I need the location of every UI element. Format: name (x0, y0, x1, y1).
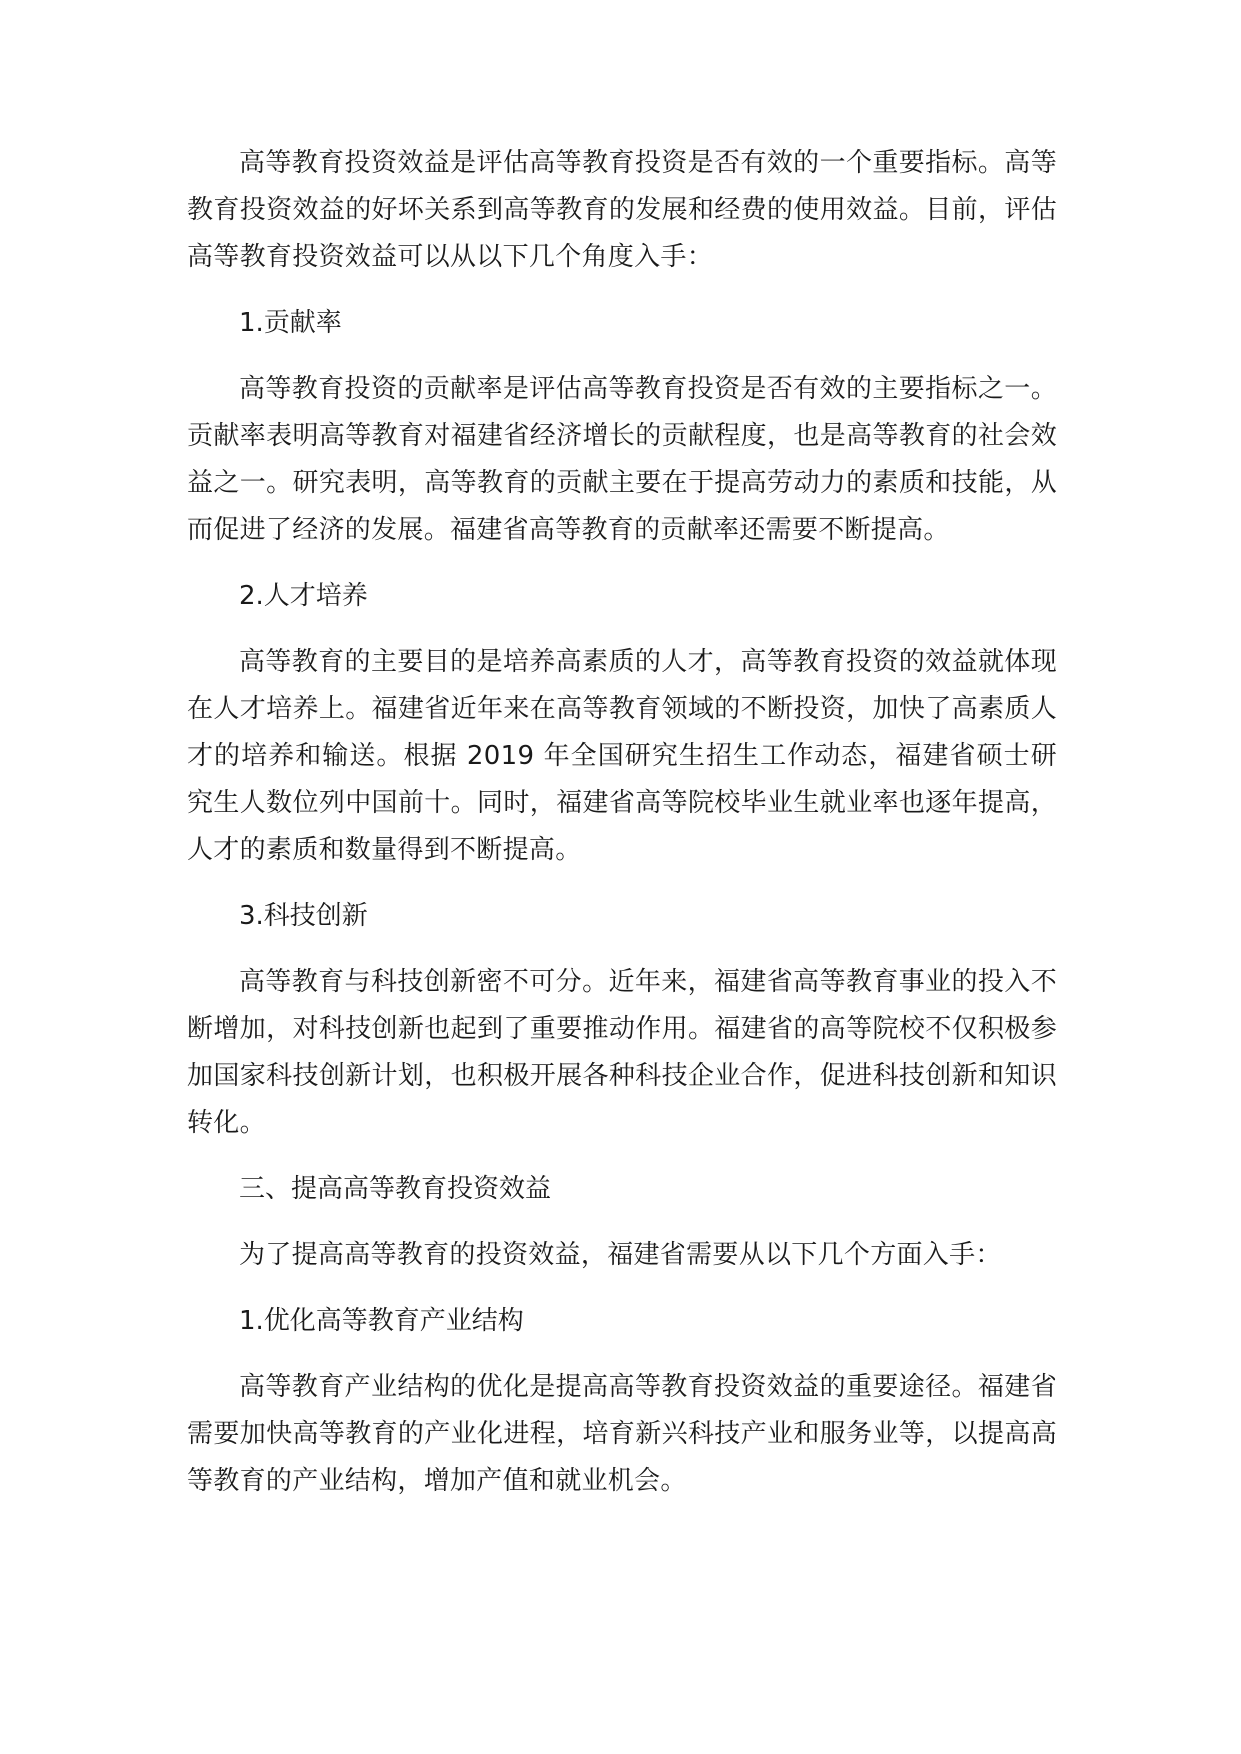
tech-innovation-paragraph: 高等教育与科技创新密不可分。近年来，福建省高等教育事业的投入不断增加，对科技创新也起到了重要推动作用。福建省的高等院校不仅积极参加国家科技创新计划，也积极开展各种科技企业合作，促进科技创新和知识转化。 (187, 967, 1057, 1138)
contribution-rate-paragraph: 高等教育投资的贡献率是评估高等教育投资是否有效的主要指标之一。贡献率表明高等教育对福建省经济增长的贡献程度，也是高等教育的社会效益之一。研究表明，高等教育的贡献主要在于提高劳动力的素质和技能，从而促进了经济的发展。福建省高等教育的贡献率还需要不断提高。 (187, 374, 1057, 545)
improve-efficiency-intro-paragraph: 为了提高高等教育的投资效益，福建省需要从以下几个方面入手： (239, 1240, 1002, 1270)
talent-cultivation-paragraph: 高等教育的主要目的是培养高素质的人才，高等教育投资的效益就体现在人才培养上。福建省近年来在高等教育领域的不断投资，加快了高素质人才的培养和输送。根据 2019 年全国研究生招生工作动态，福建省硕士研究生人数位列中国前十。同时，福建省高等院校毕业生就业率也逐年提高，人才的素质和数量得到不断提高。 (187, 647, 1057, 865)
intro-paragraph: 高等教育投资效益是评估高等教育投资是否有效的一个重要指标。高等教育投资效益的好坏关系到高等教育的发展和经费的使用效益。目前，评估高等教育投资效益可以从以下几个角度入手： (187, 148, 1057, 272)
chapter-heading-improve-efficiency: 三、提高高等教育投资效益 (239, 1174, 552, 1204)
document-page (187, 140, 1057, 1505)
section-heading-tech-innovation: 3.科技创新 (239, 901, 368, 931)
section-heading-contribution-rate: 1.贡献率 (239, 308, 342, 338)
section-heading-talent-cultivation: 2.人才培养 (239, 581, 368, 611)
optimize-structure-paragraph: 高等教育产业结构的优化是提高高等教育投资效益的重要途径。福建省需要加快高等教育的产业化进程，培育新兴科技产业和服务业等，以提高高等教育的产业结构，增加产值和就业机会。 (187, 1372, 1057, 1496)
section-heading-optimize-structure: 1.优化高等教育产业结构 (239, 1306, 524, 1336)
